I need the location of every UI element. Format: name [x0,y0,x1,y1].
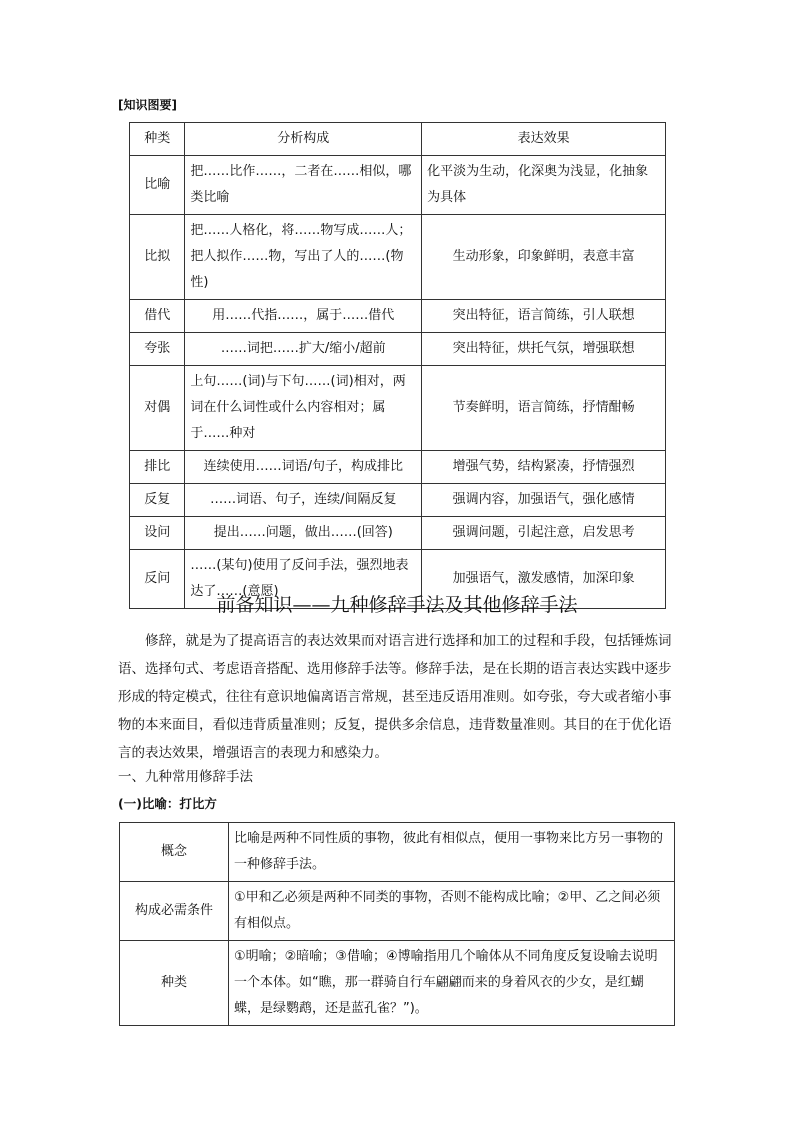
row-analysis: 用……代指……，属于……借代 [185,300,422,333]
row-effect: 强调问题，引起注意，启发思考 [422,517,666,550]
row-analysis: 把……比作……，二者在……相似，哪类比喻 [185,156,422,215]
row-type: 比拟 [130,215,185,300]
metaphor-row-label: 种类 [120,941,229,1026]
row-effect: 突出特征，语言简练，引人联想 [422,300,666,333]
row-effect: 突出特征，烘托气氛，增强联想 [422,333,666,366]
row-type: 夸张 [130,333,185,366]
page-title: 前备知识——九种修辞手法及其他修辞手法 [216,594,578,616]
metaphor-row-content: 比喻是两种不同性质的事物，彼此有相似点，便用一事物来比方另一事物的一种修辞手法。 [229,823,675,882]
table-row [130,517,666,550]
table-row [130,484,666,517]
table-row [130,451,666,484]
table-row [130,215,666,300]
metaphor-row-label: 构成必需条件 [120,882,229,941]
row-analysis: 上句……(词)与下句……(词)相对，两词在什么词性或什么内容相对；属于……种对 [185,366,422,451]
row-type: 比喻 [130,156,185,215]
table-row [120,823,675,882]
row-analysis: ……词语、句子，连续/间隔反复 [185,484,422,517]
row-effect: 加强语气，激发感情，加深印象 [422,550,666,609]
metaphor-row-content: ①明喻；②暗喻；③借喻；④博喻指用几个喻体从不同角度反复设喻去说明一个本体。如“瞧，那一群骑自行车翩翩而来的身着风衣的少女，是红蝴蝶，是绿鹦鹉，还是蓝孔雀？”)。 [229,941,675,1026]
row-analysis: 连续使用……词语/句子，构成排比 [185,451,422,484]
section-heading: 一、九种常用修辞手法 [118,769,253,785]
row-type: 反问 [130,550,185,609]
table-header-row [130,123,666,156]
subsection-heading: (一)比喻：打比方 [118,796,217,811]
row-type: 反复 [130,484,185,517]
row-effect: 节奏鲜明，语言简练，抒情酣畅 [422,366,666,451]
header-cell: 分析构成 [185,123,422,156]
metaphor-row-label: 概念 [120,823,229,882]
header-cell: 种类 [130,123,185,156]
table-row [130,333,666,366]
rhetoric-summary-table [129,122,666,609]
table-row [130,156,666,215]
header-cell: 表达效果 [422,123,666,156]
row-type: 借代 [130,300,185,333]
table-row [120,882,675,941]
metaphor-table [119,822,675,1026]
row-type: 对偶 [130,366,185,451]
row-analysis: 把……人格化，将……物写成……人；把人拟作……物，写出了人的……(物性) [185,215,422,300]
row-type: 排比 [130,451,185,484]
table-row [130,366,666,451]
row-analysis: ……(某句)使用了反问手法，强烈地表达了……(意愿) [185,550,422,609]
metaphor-row-content: ①甲和乙必须是两种不同类的事物，否则不能构成比喻；②甲、乙之间必须有相似点。 [229,882,675,941]
row-analysis: ……词把……扩大/缩小/超前 [185,333,422,366]
row-effect: 强调内容，加强语气，强化感情 [422,484,666,517]
table-row [130,300,666,333]
section-label: [知识图要] [118,98,177,112]
row-effect: 生动形象，印象鲜明，表意丰富 [422,215,666,300]
row-analysis: 提出……问题，做出……(回答) [185,517,422,550]
row-type: 设问 [130,517,185,550]
row-effect: 化平淡为生动，化深奥为浅显，化抽象为具体 [422,156,666,215]
intro-paragraph: 修辞，就是为了提高语言的表达效果而对语言进行选择和加工的过程和手段，包括锤炼词语、选择句式、考虑语音搭配、选用修辞手法等。修辞手法，是在长期的语言表达实践中逐步形成的特定模式，往往有意识地偏离语言常规，甚至违反语用准则。如夸张，夸大或者缩小事物的本来面目，看似违背质量准则；反复，提供多余信息，违背数量准则。其目的在于优化语言的表达效果，增强语言的表现力和感染力。 [118,633,672,761]
table-row [120,941,675,1026]
row-effect: 增强气势，结构紧凑，抒情强烈 [422,451,666,484]
